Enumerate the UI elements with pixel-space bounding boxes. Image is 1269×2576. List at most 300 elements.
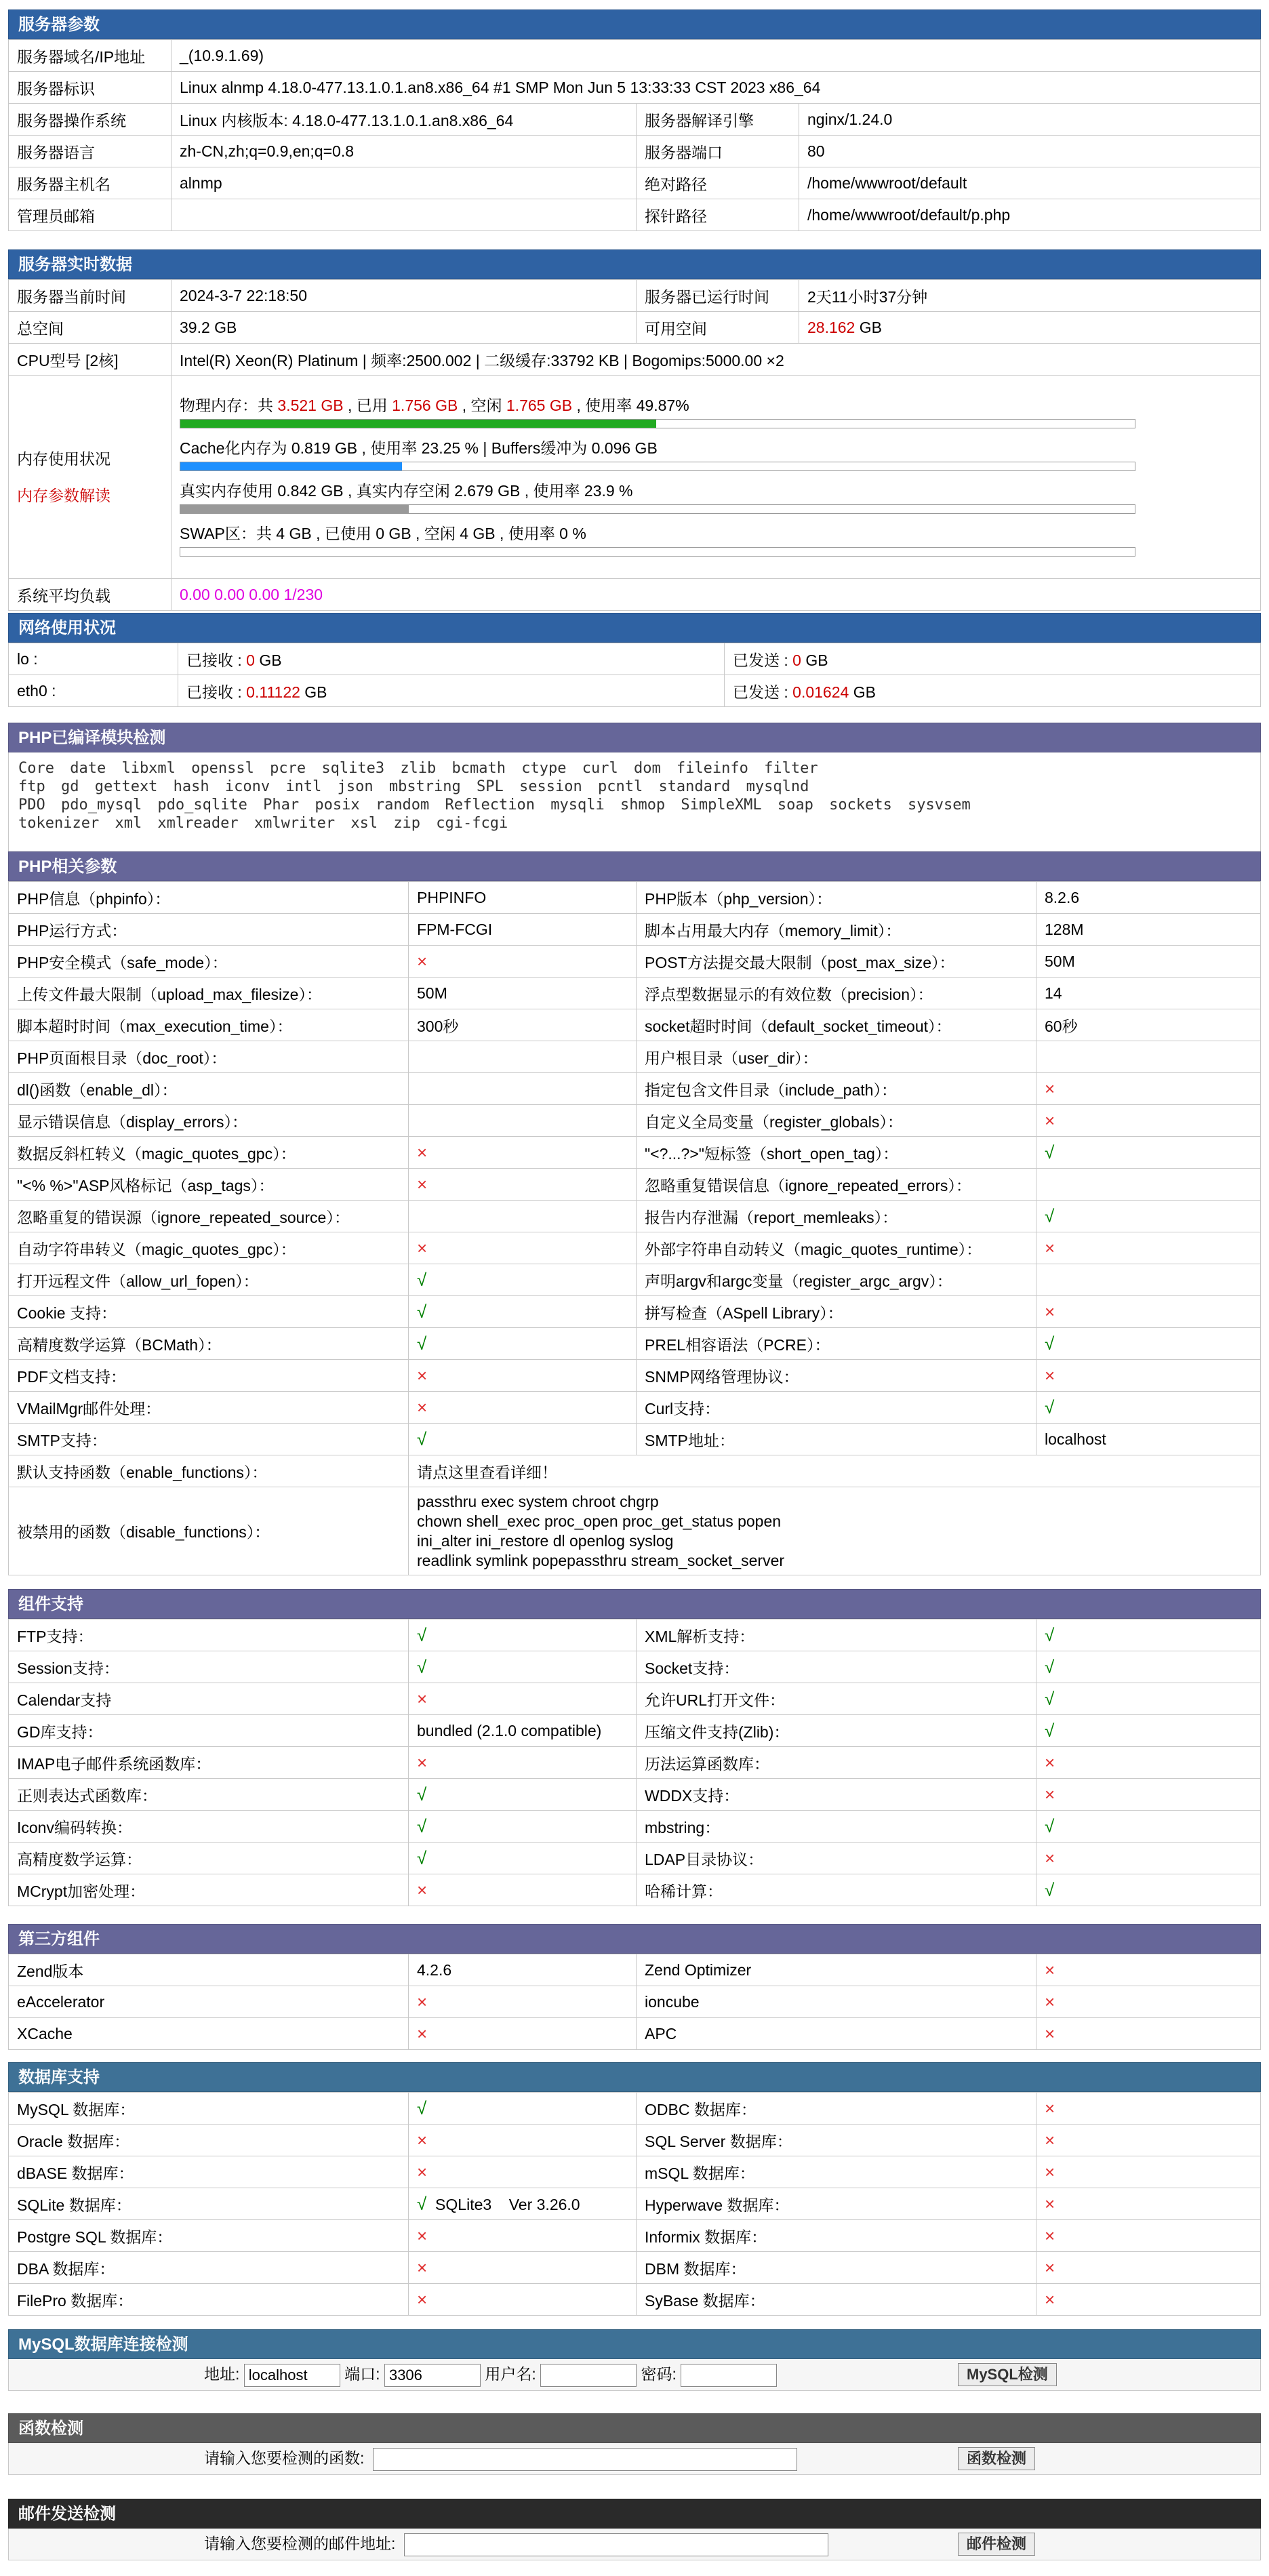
param-label xyxy=(637,2252,1036,2284)
table-row xyxy=(9,1201,1261,1232)
mysql-password-input[interactable] xyxy=(681,2364,777,2387)
param-value xyxy=(409,2093,637,2125)
param-label-text: MCrypt加密处理： xyxy=(17,1882,146,1900)
param-label xyxy=(9,1296,409,1328)
disabled-functions-line: chown shell_exec proc_open proc_get_status popen xyxy=(417,1512,782,1530)
table-row xyxy=(9,1715,1261,1747)
cross-mark-icon: × xyxy=(417,2023,428,2044)
hostname-value: alnmp xyxy=(172,167,637,199)
send-unit: GB xyxy=(849,683,876,701)
param-label xyxy=(637,1986,1036,2018)
param-label xyxy=(9,1232,409,1264)
param-label-text: WDDX支持： xyxy=(645,1786,740,1805)
param-value xyxy=(1036,1651,1261,1683)
abs-path-label: 绝对路径 xyxy=(637,167,799,199)
mysql-check-form xyxy=(8,2359,1261,2391)
param-label xyxy=(9,2188,409,2220)
param-label xyxy=(9,2252,409,2284)
param-value xyxy=(409,1986,637,2018)
param-label xyxy=(637,1169,1036,1201)
table-row xyxy=(9,1843,1261,1874)
param-value xyxy=(1036,1747,1261,1779)
modules-list xyxy=(8,752,1261,857)
param-value-text: 8.2.6 xyxy=(1045,888,1080,906)
mail-check-button[interactable]: 邮件检测 xyxy=(958,2533,1035,2556)
param-value xyxy=(409,882,637,914)
table-row xyxy=(9,1137,1261,1169)
hostname-label: 服务器主机名 xyxy=(9,167,172,199)
param-label xyxy=(9,1169,409,1201)
param-label xyxy=(9,1651,409,1683)
param-label-text: 数据反斜杠转义（magic_quotes_gpc）： xyxy=(17,1144,296,1163)
check-mark-icon: √ xyxy=(1045,1396,1055,1417)
cross-mark-icon: × xyxy=(1045,2129,1055,2150)
physical-memory-bar xyxy=(180,419,1135,428)
param-label-text: DBA 数据库： xyxy=(17,2259,115,2278)
param-value xyxy=(409,1843,637,1874)
function-check-prompt: 请输入您要检测的函数: xyxy=(204,2449,365,2467)
function-name-input[interactable] xyxy=(373,2448,797,2471)
param-value-text: 128M xyxy=(1045,920,1084,938)
real-memory-bar-fill xyxy=(180,505,409,513)
param-label-text: eAccelerator xyxy=(17,1992,105,2011)
param-label xyxy=(637,1874,1036,1906)
cross-mark-icon: × xyxy=(417,1879,428,1900)
check-mark-icon: √ xyxy=(1045,1142,1055,1163)
param-value-text: PHPINFO xyxy=(417,888,487,906)
table-row xyxy=(9,1264,1261,1296)
param-label-text: PHP版本（php_version）： xyxy=(645,889,832,908)
enable-functions-row xyxy=(9,1455,1261,1487)
param-value-text: 14 xyxy=(1045,984,1062,1002)
param-label-text: VMailMgr邮件处理： xyxy=(17,1399,161,1417)
cross-mark-icon: × xyxy=(417,950,428,971)
param-value xyxy=(409,1328,637,1360)
param-value xyxy=(409,2125,637,2156)
param-label-text: SMTP地址： xyxy=(645,1431,735,1449)
cross-mark-icon: × xyxy=(1045,1110,1055,1131)
network-header: 网络使用状况 xyxy=(8,613,1261,643)
param-label xyxy=(637,1137,1036,1169)
server-params-header: 服务器参数 xyxy=(8,9,1261,39)
param-label xyxy=(637,1009,1036,1041)
domain-value: _(10.9.1.69) xyxy=(172,40,1261,72)
mysql-host-input[interactable] xyxy=(244,2364,340,2387)
param-label-text: ODBC 数据库： xyxy=(645,2100,757,2118)
table-row xyxy=(9,2188,1261,2220)
lang-value: zh-CN,zh;q=0.9,en;q=0.8 xyxy=(172,136,637,167)
recv-cell xyxy=(178,675,725,707)
param-value xyxy=(409,1747,637,1779)
table-row xyxy=(9,1874,1261,1906)
cross-mark-icon: × xyxy=(417,1396,428,1417)
param-value xyxy=(409,1041,637,1073)
check-mark-icon: √ xyxy=(417,1815,427,1836)
cross-mark-icon: × xyxy=(417,1142,428,1163)
param-label-text: 哈稀计算： xyxy=(645,1882,723,1900)
param-label xyxy=(637,1296,1036,1328)
mysql-port-label: 端口: xyxy=(344,2365,380,2383)
check-mark-icon: √ xyxy=(417,1656,427,1677)
param-value xyxy=(409,2284,637,2316)
param-label xyxy=(9,1360,409,1392)
param-label-text: 忽略重复错误信息（ignore_repeated_errors）： xyxy=(645,1176,971,1194)
check-mark-icon: √ xyxy=(417,1784,427,1805)
server-params-table xyxy=(8,39,1261,231)
table-row xyxy=(9,1651,1261,1683)
param-label-text: 脚本超时时间（max_execution_time）： xyxy=(17,1017,293,1035)
components-header: 组件支持 xyxy=(8,1589,1261,1619)
table-row xyxy=(9,1232,1261,1264)
memory-explain-link[interactable]: 内存参数解读 xyxy=(17,486,110,504)
param-label xyxy=(9,1328,409,1360)
send-label: 已发送 : xyxy=(733,683,793,701)
param-label xyxy=(637,1264,1036,1296)
memory-detail-cell xyxy=(172,376,1261,579)
param-label-text: "<?...?>"短标签（short_open_tag）： xyxy=(645,1144,899,1163)
param-value xyxy=(409,1651,637,1683)
cross-mark-icon: × xyxy=(1045,1784,1055,1805)
table-row xyxy=(9,2018,1261,2050)
param-label xyxy=(637,1619,1036,1651)
param-label-text: 脚本占用最大内存（memory_limit）： xyxy=(645,921,902,940)
param-label-text: POST方法提交最大限制（post_max_size）： xyxy=(645,953,955,971)
table-row xyxy=(9,1683,1261,1715)
param-value xyxy=(409,1874,637,1906)
param-label xyxy=(9,1073,409,1105)
cpu-value: Intel(R) Xeon(R) Platinum | 频率:2500.002 | 二级缓存:33792 KB | Bogomips:5000.00 ×2 xyxy=(172,344,1261,376)
modules-section xyxy=(8,723,1261,857)
param-label-text: 高精度数学运算： xyxy=(17,1850,142,1868)
param-value xyxy=(1036,1843,1261,1874)
param-label-text: SQLite 数据库： xyxy=(17,2196,132,2214)
param-label-text: GD库支持： xyxy=(17,1723,103,1741)
param-label xyxy=(637,2156,1036,2188)
disabled-functions-line: ini_alter ini_restore dl openlog syslog xyxy=(417,1531,674,1550)
mysql-check-button-cell xyxy=(958,2359,1057,2390)
check-mark-icon: √ xyxy=(1045,1688,1055,1709)
param-label xyxy=(637,1328,1036,1360)
mail-check-button-cell xyxy=(958,2529,1035,2559)
check-mark-icon: √ xyxy=(417,1301,427,1322)
modules-line: tokenizer xml xmlreader xmlwriter xsl zip cgi-fcgi xyxy=(18,815,508,832)
param-label-text: 拼写检查（ASpell Library）： xyxy=(645,1304,843,1322)
param-label xyxy=(9,2284,409,2316)
phys-text-b: , 已用 xyxy=(343,396,392,414)
param-label-text: PHP页面根目录（doc_root）： xyxy=(17,1049,227,1067)
cross-mark-icon: × xyxy=(417,1237,428,1258)
param-value xyxy=(1036,1328,1261,1360)
swap-line: SWAP区：共 4 GB , 已使用 0 GB , 空闲 4 GB , 使用率 0 % xyxy=(180,524,586,542)
cross-mark-icon: × xyxy=(1045,2097,1055,2118)
param-value xyxy=(409,1779,637,1811)
php-params-section xyxy=(8,851,1261,1575)
check-mark-icon: √ xyxy=(1045,1879,1055,1900)
function-check-button-cell xyxy=(958,2443,1035,2474)
cross-mark-icon: × xyxy=(417,1688,428,1709)
param-label xyxy=(9,1392,409,1424)
param-label-text: Zend版本 xyxy=(17,1962,84,1980)
mysql-user-input[interactable] xyxy=(540,2364,637,2387)
iface-name: lo : xyxy=(9,643,178,675)
network-section xyxy=(8,613,1261,707)
param-value xyxy=(1036,1296,1261,1328)
param-label xyxy=(9,978,409,1009)
cross-mark-icon: × xyxy=(417,2289,428,2310)
param-value xyxy=(409,1073,637,1105)
database-section xyxy=(8,2062,1261,2316)
cross-mark-icon: × xyxy=(1045,1237,1055,1258)
param-label xyxy=(9,2125,409,2156)
send-unit: GB xyxy=(801,651,828,669)
os-label: 服务器操作系统 xyxy=(9,104,172,136)
param-label xyxy=(637,2188,1036,2220)
components-table xyxy=(8,1619,1261,1906)
function-check-button[interactable]: 函数检测 xyxy=(958,2447,1035,2470)
modules-line: ftp gd gettext hash iconv intl json mbstring SPL session pcntl standard mysqlnd xyxy=(18,778,809,795)
mysql-port-input[interactable] xyxy=(384,2364,481,2387)
param-value xyxy=(1036,914,1261,946)
param-value xyxy=(1036,1954,1261,1986)
param-value xyxy=(1036,1232,1261,1264)
mysql-password-label: 密码: xyxy=(641,2365,677,2383)
function-check-fields xyxy=(204,2443,797,2474)
engine-label: 服务器解译引擎 xyxy=(637,104,799,136)
param-value xyxy=(1036,1619,1261,1651)
param-value xyxy=(1036,1424,1261,1455)
function-check-form xyxy=(8,2443,1261,2475)
free-space-label: 可用空间 xyxy=(637,312,799,344)
modules-line: Core date libxml openssl pcre sqlite3 zlib bcmath ctype curl dom fileinfo filter xyxy=(18,760,818,777)
lang-label: 服务器语言 xyxy=(9,136,172,167)
param-label-text: DBM 数据库： xyxy=(645,2259,746,2278)
table-row xyxy=(9,1954,1261,1986)
param-value xyxy=(1036,946,1261,978)
mail-check-fields xyxy=(204,2529,828,2559)
param-value xyxy=(409,2220,637,2252)
param-value xyxy=(1036,1201,1261,1232)
param-label-text: Postgre SQL 数据库： xyxy=(17,2228,173,2246)
param-value xyxy=(1036,1009,1261,1041)
function-check-header: 函数检测 xyxy=(8,2413,1261,2443)
engine-value: nginx/1.24.0 xyxy=(799,104,1261,136)
table-row xyxy=(9,2220,1261,2252)
server-id-label: 服务器标识 xyxy=(9,72,172,104)
cross-mark-icon: × xyxy=(1045,2023,1055,2044)
param-label xyxy=(637,1843,1036,1874)
mysql-check-button[interactable]: MySQL检测 xyxy=(958,2363,1057,2386)
check-mark-icon: √ xyxy=(417,1428,427,1449)
param-value xyxy=(409,2252,637,2284)
param-value xyxy=(1036,1137,1261,1169)
param-label xyxy=(637,1392,1036,1424)
param-value xyxy=(409,1105,637,1137)
param-label xyxy=(9,1201,409,1232)
mail-check-header: 邮件发送检测 xyxy=(8,2499,1261,2529)
physical-memory-line xyxy=(180,395,1252,416)
check-mark-icon: √ xyxy=(1045,1815,1055,1836)
mysql-host-label: 地址: xyxy=(204,2365,240,2383)
param-label xyxy=(637,1954,1036,1986)
param-label xyxy=(9,2093,409,2125)
check-mark-icon: √ xyxy=(1045,1624,1055,1645)
param-label-text: 外部字符串自动转义（magic_quotes_runtime）： xyxy=(645,1240,982,1258)
param-label xyxy=(9,1041,409,1073)
check-mark-icon: √ xyxy=(417,1624,427,1645)
param-label-text: Cookie 支持： xyxy=(17,1304,117,1322)
load-value: 0.00 0.00 0.00 1/230 xyxy=(172,579,1261,611)
param-label-text: PDF文档支持： xyxy=(17,1367,126,1386)
param-label-text: Zend Optimizer xyxy=(645,1960,752,1979)
cross-mark-icon: × xyxy=(1045,1078,1055,1099)
uptime-label: 服务器已运行时间 xyxy=(637,280,799,312)
uptime-value: 2天11小时37分钟 xyxy=(799,280,1261,312)
check-mark-icon: √ xyxy=(1045,1333,1055,1354)
param-label xyxy=(9,1619,409,1651)
recv-unit: GB xyxy=(300,683,327,701)
param-value xyxy=(1036,882,1261,914)
param-value-text: 300秒 xyxy=(417,1017,459,1035)
param-value xyxy=(409,1811,637,1843)
param-label-text: 打开远程文件（allow_url_fopen）： xyxy=(17,1272,259,1290)
realtime-section xyxy=(8,249,1261,611)
param-label-text: FilePro 数据库： xyxy=(17,2291,134,2310)
param-label-text: 声明argv和argc变量（register_argc_argv）： xyxy=(645,1272,952,1290)
check-mark-icon: √ xyxy=(1045,1205,1055,1226)
check-mark-icon: √ xyxy=(1045,1656,1055,1677)
cross-mark-icon: × xyxy=(1045,2161,1055,2182)
memory-label: 内存使用状况 xyxy=(17,449,110,468)
param-label-text: XCache xyxy=(17,2024,73,2042)
check-mark-icon: √ xyxy=(417,1333,427,1354)
disable-functions-label: 被禁用的函数（disable_functions）： xyxy=(9,1487,409,1575)
total-space-value: 39.2 GB xyxy=(172,312,637,344)
param-value xyxy=(409,1715,637,1747)
function-check-section xyxy=(8,2413,1261,2475)
param-value xyxy=(1036,1041,1261,1073)
param-value xyxy=(409,1232,637,1264)
param-value xyxy=(409,1424,637,1455)
param-label xyxy=(637,1747,1036,1779)
param-label xyxy=(9,1009,409,1041)
param-label xyxy=(637,2093,1036,2125)
param-label xyxy=(9,1137,409,1169)
param-label-text: Iconv编码转换： xyxy=(17,1818,132,1836)
param-label xyxy=(637,1105,1036,1137)
cross-mark-icon: × xyxy=(417,2161,428,2182)
mail-check-section xyxy=(8,2499,1261,2560)
param-value xyxy=(409,1619,637,1651)
table-row xyxy=(9,2252,1261,2284)
cache-memory-bar xyxy=(180,462,1135,471)
param-label xyxy=(637,1201,1036,1232)
param-value xyxy=(409,1954,637,1986)
param-label xyxy=(9,1715,409,1747)
cross-mark-icon: × xyxy=(1045,1365,1055,1386)
param-label-text: 报告内存泄漏（report_memleaks）： xyxy=(645,1208,898,1226)
param-label xyxy=(637,1232,1036,1264)
param-label-text: ioncube xyxy=(645,1992,700,2011)
phys-text-c: , 空闲 xyxy=(458,396,506,414)
cross-mark-icon: × xyxy=(417,1752,428,1773)
param-label xyxy=(637,882,1036,914)
param-value xyxy=(1036,978,1261,1009)
check-mark-icon: √ xyxy=(417,1269,427,1290)
enable-functions-link[interactable]: 请点这里查看详细！ xyxy=(409,1455,1261,1487)
param-label xyxy=(9,914,409,946)
param-label-text: Hyperwave 数据库： xyxy=(645,2196,790,2214)
param-value xyxy=(409,1009,637,1041)
free-space-unit: GB xyxy=(855,318,882,336)
realtime-header: 服务器实时数据 xyxy=(8,249,1261,279)
param-value xyxy=(1036,2188,1261,2220)
php-params-header: PHP相关参数 xyxy=(8,851,1261,881)
param-value xyxy=(1036,2284,1261,2316)
param-label-text: mSQL 数据库： xyxy=(645,2164,755,2182)
free-space-value xyxy=(799,312,1261,344)
table-row xyxy=(9,1328,1261,1360)
param-value xyxy=(1036,2018,1261,2050)
param-value xyxy=(409,1264,637,1296)
mail-address-input[interactable] xyxy=(404,2533,828,2556)
param-label-text: PREL相容语法（PCRE）： xyxy=(645,1335,830,1354)
table-row xyxy=(9,2284,1261,2316)
param-label xyxy=(9,2220,409,2252)
param-value xyxy=(409,946,637,978)
physical-memory-bar-fill xyxy=(180,420,656,428)
param-label xyxy=(637,1779,1036,1811)
param-label xyxy=(9,1874,409,1906)
param-label-text: IMAP电子邮件系统函数库： xyxy=(17,1754,212,1773)
components-rows xyxy=(9,1619,1261,1906)
param-label-text: Socket支持： xyxy=(645,1659,740,1677)
real-memory-line: 真实内存使用 0.842 GB , 真实内存空闲 2.679 GB , 使用率 23.9 % xyxy=(180,481,633,500)
param-value-text: FPM-FCGI xyxy=(417,920,493,938)
disabled-functions-line: readlink symlink popepassthru stream_socket_server xyxy=(417,1551,785,1569)
param-label-text: mbstring： xyxy=(645,1818,721,1836)
cross-mark-icon: × xyxy=(417,2225,428,2246)
table-row xyxy=(9,1169,1261,1201)
table-row xyxy=(9,1747,1261,1779)
param-label-text: MySQL 数据库： xyxy=(17,2100,136,2118)
check-mark-icon: √ xyxy=(417,1847,427,1868)
param-label xyxy=(9,2018,409,2050)
database-rows xyxy=(9,2093,1261,2316)
total-space-label: 总空间 xyxy=(9,312,172,344)
table-row xyxy=(9,1619,1261,1651)
param-value xyxy=(409,2188,637,2220)
param-value xyxy=(1036,1073,1261,1105)
mail-check-form xyxy=(8,2529,1261,2560)
probe-path-value: /home/wwwroot/default/p.php xyxy=(799,199,1261,231)
cross-mark-icon: × xyxy=(1045,2193,1055,2214)
param-label xyxy=(9,1811,409,1843)
param-label xyxy=(637,1811,1036,1843)
param-value xyxy=(1036,1169,1261,1201)
third-party-section xyxy=(8,1924,1261,2050)
param-label-text: 指定包含文件目录（include_path）： xyxy=(645,1081,897,1099)
cross-mark-icon: × xyxy=(1045,1752,1055,1773)
param-value xyxy=(1036,1779,1261,1811)
param-label-text: SyBase 数据库： xyxy=(645,2291,765,2310)
recv-value: 0.11122 xyxy=(246,683,300,701)
table-row xyxy=(9,1073,1261,1105)
table-row xyxy=(9,946,1261,978)
param-value xyxy=(409,914,637,946)
recv-label: 已接收 : xyxy=(186,683,247,701)
param-label xyxy=(637,1683,1036,1715)
third-party-table xyxy=(8,1954,1261,2050)
